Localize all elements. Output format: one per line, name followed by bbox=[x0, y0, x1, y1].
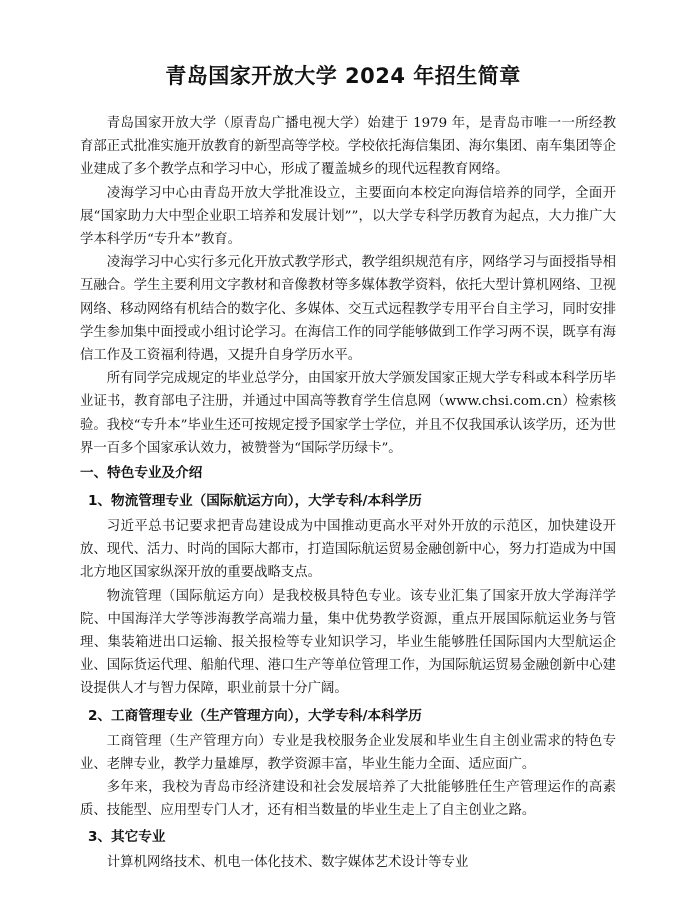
intro-paragraph-2: 凌海学习中心由青岛开放大学批准设立，主要面向本校定向海信培养的同学，全面开展“国家助力大中型企业职工培养和发展计划””，以大学专科学历教育为起点，大力推广大学本科学历“专升本”教育。 bbox=[80, 185, 616, 248]
subsection-heading-other-majors: 3、其它专业 bbox=[88, 829, 166, 846]
intro-paragraph-1: 青岛国家开放大学（原青岛广播电视大学）始建于 1979 年，是青岛市唯一一所经教育部正式批准实施开放教育的新型高等学校。学校依托海信集团、海尔集团、南车集团等企业建成了多个教学点和学习中心，形成了覆盖城乡的现代远程教育网络。 bbox=[80, 116, 616, 178]
subsection-heading-business-admin: 2、工商管理专业（生产管理方向），大学专科/本科学历 bbox=[88, 707, 422, 724]
page-title: 青岛国家开放大学 2024 年招生简章 bbox=[165, 64, 521, 88]
section-heading-featured-majors: 一、特色专业及介绍 bbox=[80, 465, 203, 482]
logistics-paragraph-2: 物流管理（国际航运方向）是我校极具特色专业。该专业汇集了国家开放大学海洋学院、中国海洋大学等涉海教学高端力量，集中优势教学资源，重点开展国际航运业务与管理、集装箱进出口运输、报关报检等专业知识学习，毕业生能够胜任国际国内大型航运企业、国际货运代理、船舶代理、港口生产等单位管理工作，为国际航运贸易金融创新中心建设提供人才与智力保障，职业前景十分广阔。 bbox=[80, 588, 616, 697]
other-majors-paragraph: 计算机网络技术、机电一体化技术、数字媒体艺术设计等专业 bbox=[106, 855, 469, 871]
subsection-heading-logistics: 1、物流管理专业（国际航运方向），大学专科/本科学历 bbox=[88, 493, 422, 510]
intro-paragraph-3: 凌海学习中心实行多元化开放式教学形式，教学组织规范有序，网络学习与面授指导相互融合。学生主要利用文字教材和音像教材等多媒体教学资料，依托大型计算机网络、卫视网络、移动网络有机结合的数字化、多媒体、交互式远程教学专用平台自主学习，同时安排学生参加集中面授或小组讨论学习。在海信工作的同学能够做到工作学习两不误，既享有海信工作及工资福利待遇，又提升自身学历水平。 bbox=[80, 255, 616, 364]
logistics-paragraph-1: 习近平总书记要求把青岛建设成为中国推动更高水平对外开放的示范区，加快建设开放、现代、活力、时尚的国际大都市，打造国际航运贸易金融创新中心，努力打造成为中国北方地区国家纵深开放的重要战略支点。 bbox=[80, 519, 616, 581]
business-admin-paragraph-2: 多年来，我校为青岛市经济建设和社会发展培养了大批能够胜任生产管理运作的高素质、技能型、应用型专门人才，还有相当数量的毕业生走上了自主创业之路。 bbox=[80, 780, 616, 819]
intro-paragraph-4: 所有同学完成规定的毕业总学分，由国家开放大学颁发国家正规大学专科或本科学历毕业证书，教育部电子注册，并通过中国高等教育学生信息网（www.chsi.com.cn）检索核验。我校“专升本”毕业生还可按规定授予国家学士学位，并且不仅我国承认该学历，还为世界一百多个国家承认效力，被赞誉为“国际学历绿卡”。 bbox=[80, 371, 616, 456]
business-admin-paragraph-1: 工商管理（生产管理方向）专业是我校服务企业发展和毕业生自主创业需求的特色专业、老牌专业，教学力量雄厚，教学资源丰富，毕业生能力全面、适应面广。 bbox=[80, 733, 616, 772]
